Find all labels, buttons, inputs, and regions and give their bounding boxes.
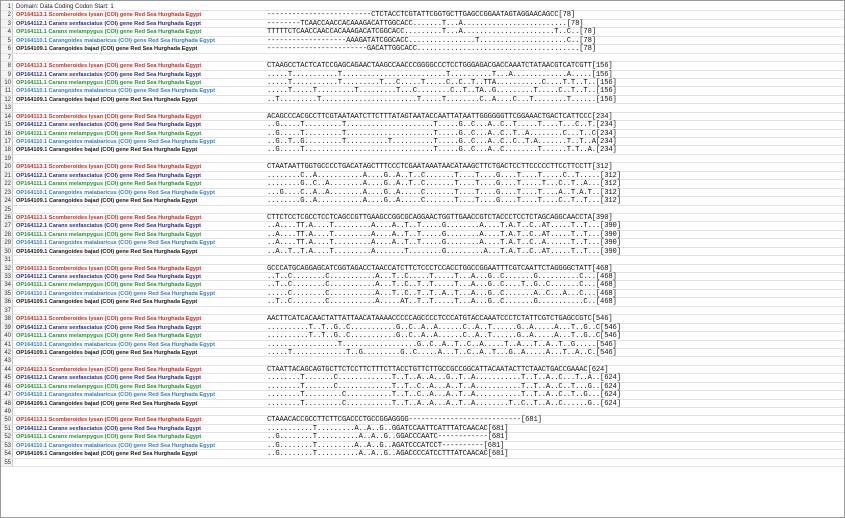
sheet-row	[1, 214, 844, 222]
sheet-row	[1, 138, 844, 146]
row-number: 40	[1, 332, 13, 339]
sheet-row	[1, 256, 844, 264]
row-number: 29	[1, 239, 13, 246]
row-number: 27	[1, 222, 13, 229]
species-label: OP164112.1 Caranx sexfasciatus (COI) gene Red Sea Hurghada Egypt	[16, 425, 201, 432]
row-number: 36	[1, 298, 13, 305]
sheet-row	[1, 281, 844, 289]
row-number: 24	[1, 197, 13, 204]
row-number: 18	[1, 146, 13, 153]
sheet-row	[1, 113, 844, 121]
sheet-row	[1, 197, 844, 205]
sheet-row	[1, 400, 844, 408]
sequence-line: ..T..C........C...........A.....AT..T..T.....T...A...G..C.......G...........C..[468]	[267, 298, 617, 307]
sequence-line: ........G..C..A........A....G..A..T..C.......T....T....G....T.....T...C..T..A...[312]	[267, 180, 621, 189]
sheet-row	[1, 433, 844, 441]
sheet-row	[1, 172, 844, 180]
sequence-line: ACAGCCCACGCCTTCGTAATAATCTTCTTTATAGTAATACCAATTATAATTGGGGGGTTCGGAAACTGACTCATTCCC[234]	[267, 112, 613, 121]
species-label: OP164110.1 Carangoides malabaricus (COI) gene Red Sea Hurghada Egypt	[16, 189, 215, 196]
sequence-line: ........T.........C...........T..T..A..A...A..T..A........T..C..T..A..C......G..[624]	[267, 399, 621, 408]
species-label: OP164111.1 Caranx melampygus (COI) gene Red Sea Hurghada Egypt	[16, 434, 202, 441]
sequence-line: GCCCATGCAGGAGCATCGGTAGACCTAACCATCTTCTCCCTCCACCTGGCCGGAATTTCGTCAATTCTAGGGGCTATT[468]	[267, 264, 613, 273]
sequence-line: TTTTTCTCAACCAACCACAAAGACATCGGCACC.........T...A......................T..C..[78]	[267, 28, 596, 37]
row-number: 43	[1, 357, 13, 364]
sheet-row	[1, 248, 844, 256]
sequence-line: .....T.............T..G.........G..C.....A...T..C..A..T...G..A.....A...T..A..C.[546]	[267, 348, 617, 357]
sheet-row	[1, 20, 844, 28]
sheet-row	[1, 146, 844, 154]
sequence-line: ..A....TT.A....T.........A....A..T..T.....G........A....T.A.T..C..AT.....T..T...[390]	[267, 230, 621, 239]
sequence-line: AACTTCATCACAACTATTATTAACATAAAACCCCCAGCCCCTCCCATGTACCAAATCCCTCTATTCGTCTGAGCCGTC[546]	[267, 315, 613, 324]
sheet-row	[1, 54, 844, 62]
species-label: OP164113.1 Scomberoides lysan (COI) gene Red Sea Hurghada Egypt	[16, 164, 202, 171]
sheet-row	[1, 357, 844, 365]
row-number: 46	[1, 383, 13, 390]
sequence-line: ........T.......C.............T..T..A..A...G..T..A...........T..T..A..C...T..A..[624]	[267, 374, 621, 383]
sheet-row	[1, 442, 844, 450]
species-label: OP164112.1 Caranx sexfasciatus (COI) gene Red Sea Hurghada Egypt	[16, 223, 201, 230]
species-label: OP164113.1 Scomberoides lysan (COI) gene Red Sea Hurghada Egypt	[16, 12, 202, 19]
sequence-line: ...G....C..A..A........A....G..A.....C.......T....T....G....T....T....A..T.A.T..[312]	[267, 188, 621, 197]
sheet-row	[1, 222, 844, 230]
sheet-row	[1, 315, 844, 323]
sheet-row	[1, 37, 844, 45]
sequence-line: ..A....TT.A....T.........A....A..T..T.....G........A....T.A.T..C..A......T..T...[390]	[267, 239, 621, 248]
row-number: 14	[1, 113, 13, 120]
species-label: OP164111.1 Caranx melampygus (COI) gene Red Sea Hurghada Egypt	[16, 181, 202, 188]
sequence-line: ........T.........C...........T..T..C..A...A..T..A...........T..T..A..C..T..G...[624]	[267, 391, 621, 400]
sheet-row	[1, 87, 844, 95]
alignment-grid	[1, 3, 844, 467]
sequence-line: --------TCAACCAACCACAAAGACATTGGCACC.......T...A.........................[78]	[267, 19, 584, 28]
row-number: 35	[1, 290, 13, 297]
sheet-row	[1, 265, 844, 273]
row-number: 54	[1, 450, 13, 457]
species-label: OP164113.1 Scomberoides lysan (COI) gene Red Sea Hurghada Egypt	[16, 265, 202, 272]
sheet-row	[1, 374, 844, 382]
row-number: 9	[1, 71, 13, 78]
species-label: OP164110.1 Carangoides malabaricus (COI) gene Red Sea Hurghada Egypt	[16, 88, 215, 95]
species-label: OP164113.1 Scomberoides lysan (COI) gene Red Sea Hurghada Egypt	[16, 417, 202, 424]
row-number: 33	[1, 273, 13, 280]
sheet-row	[1, 11, 844, 19]
sequence-line: ........C..A...........A....G..A..T..C.......T....T....G....T....T.....C..T.....[312]	[267, 171, 621, 180]
row-number: 47	[1, 391, 13, 398]
sheet-row	[1, 366, 844, 374]
sheet-row	[1, 189, 844, 197]
sequence-line: ..G.....T...............................T.....G..C...A..C........T......T.T..A.[234]	[267, 146, 617, 155]
row-number: 30	[1, 248, 13, 255]
row-number: 42	[1, 349, 13, 356]
sheet-row	[1, 155, 844, 163]
sheet-row	[1, 341, 844, 349]
row-number: 12	[1, 96, 13, 103]
sheet-row	[1, 332, 844, 340]
species-label: OP164109.1 Carangoides bajad (COI) gene Red Sea Hurghada Egypt	[16, 400, 198, 407]
sequence-line: CTAAGCCTACTCATCCGAGCAGAACTAAGCCAACCCGGGGCCCTCCTGGGAGACGACCAAATCTATAACGTCATCGTT[156]	[267, 62, 613, 71]
row-number: 48	[1, 400, 13, 407]
sheet-row	[1, 408, 844, 416]
species-label: OP164110.1 Carangoides malabaricus (COI) gene Red Sea Hurghada Egypt	[16, 290, 215, 297]
species-label: OP164109.1 Carangoides bajad (COI) gene Red Sea Hurghada Egypt	[16, 248, 198, 255]
row-number: 11	[1, 87, 13, 94]
species-label: OP164110.1 Carangoides malabaricus (COI) gene Red Sea Hurghada Egypt	[16, 442, 215, 449]
sheet-row	[1, 71, 844, 79]
sequence-line: ........G..A...........A....G..A.....C.......T....T....G....T....T....C..T..T...[312]	[267, 197, 621, 206]
row-number: 19	[1, 155, 13, 162]
sequence-line: ..G..T..G.........T..........T..........T.....G..C...A..C..C..T.A.......T..T..A[234]	[267, 138, 617, 146]
sequence-line: .....T...........T.........T...C.....T.....C..C..T..TTA...........C....T.T..T..[156]	[267, 78, 617, 87]
species-label: OP164112.1 Caranx sexfasciatus (COI) gene Red Sea Hurghada Egypt	[16, 172, 201, 179]
sheet-row	[1, 231, 844, 239]
sequence-line: .....C........C...........A...T..C..T..T..A..T...A...G..C.......A..C...A...C...[468]	[267, 289, 617, 298]
species-label: OP164111.1 Caranx melampygus (COI) gene Red Sea Hurghada Egypt	[16, 383, 202, 390]
row-number: 4	[1, 28, 13, 35]
row-number: 10	[1, 79, 13, 86]
sequence-line: ..T..C........C...........A...T..C..T..T.....T...A...G..C....T..G..C.......C...[468]	[267, 281, 617, 290]
row-number: 28	[1, 231, 13, 238]
sequence-line: CTAATAATTGGTGCCCCTGACATAGCTTTCCCTCGAATAAATAACATAAGCTTCTGACTCCTTCCCCCTTCCTTCCTT[312]	[267, 163, 613, 172]
sheet-row	[1, 391, 844, 399]
sequence-line: -------------------------CTCTACCTCGTATTCGGTGCTTGAGCCGGAATAGTAGGAACAGCC[78]	[267, 11, 576, 20]
sheet-row	[1, 349, 844, 357]
sheet-row	[1, 383, 844, 391]
row-number: 25	[1, 206, 13, 213]
species-label: OP164113.1 Scomberoides lysan (COI) gene Red Sea Hurghada Egypt	[16, 113, 202, 120]
species-label: OP164111.1 Caranx melampygus (COI) gene Red Sea Hurghada Egypt	[16, 231, 202, 238]
species-label: OP164109.1 Carangoides bajad (COI) gene Red Sea Hurghada Egypt	[16, 198, 198, 205]
row-number: 50	[1, 416, 13, 423]
sequence-line: ..........T..T..G..C...........G..C..A..A......C..A..T......G..A.....A...T..G..C[546]	[267, 332, 621, 341]
row-number: 45	[1, 374, 13, 381]
row-number: 31	[1, 256, 13, 263]
row-number: 37	[1, 307, 13, 314]
species-label: OP164111.1 Caranx melampygus (COI) gene Red Sea Hurghada Egypt	[16, 130, 202, 137]
sheet-row	[1, 324, 844, 332]
row-number: 13	[1, 104, 13, 111]
sheet-row	[1, 45, 844, 53]
row-number: 38	[1, 315, 13, 322]
species-label: OP164113.1 Scomberoides lysan (COI) gene Red Sea Hurghada Egypt	[16, 214, 202, 221]
species-label: OP164110.1 Carangoides malabaricus (COI) gene Red Sea Hurghada Egypt	[16, 240, 215, 247]
sequence-line: ..G........T..........A..A..G..GGACCCAATC------------[681]	[267, 433, 509, 442]
sheet-row	[1, 298, 844, 306]
species-label: OP164109.1 Carangoides bajad (COI) gene Red Sea Hurghada Egypt	[16, 299, 198, 306]
row-number: 32	[1, 265, 13, 272]
species-label: OP164112.1 Caranx sexfasciatus (COI) gene Red Sea Hurghada Egypt	[16, 375, 201, 382]
alignment-header: Domain: Data Coding Codon Start: 1	[16, 4, 114, 10]
species-label: OP164110.1 Carangoides malabaricus (COI) gene Red Sea Hurghada Egypt	[16, 37, 215, 44]
row-number: 39	[1, 324, 13, 331]
row-number: 22	[1, 180, 13, 187]
species-label: OP164110.1 Carangoides malabaricus (COI) gene Red Sea Hurghada Egypt	[16, 392, 215, 399]
sequence-line: -------------------AAAGATATCGGCACC................T.....................C..[78]	[267, 36, 596, 45]
sequence-line: ..........T..T..G..C...........G..C..A..A......C..A..T......G..A.....A...T..G..C[546]	[267, 323, 621, 332]
sequence-line: ...........T.........A..A..G..GGATCCAATTCATTTATCAACAC[681]	[267, 424, 509, 433]
sheet-row	[1, 121, 844, 129]
row-number: 44	[1, 366, 13, 373]
species-label: OP164109.1 Carangoides bajad (COI) gene Red Sea Hurghada Egypt	[16, 349, 198, 356]
sequence-line: ..A....TT.A....T.........A....A..T..T.....G........A....T.A.T..C..AT.....T..T...[390]	[267, 222, 621, 231]
sheet-row	[1, 425, 844, 433]
sheet-row	[1, 96, 844, 104]
row-number: 21	[1, 172, 13, 179]
row-number: 49	[1, 408, 13, 415]
row-number: 26	[1, 214, 13, 221]
species-label: OP164109.1 Carangoides bajad (COI) gene Red Sea Hurghada Egypt	[16, 46, 198, 53]
row-number: 3	[1, 20, 13, 27]
sequence-line: CTAAACACCGCCTTCTTCGACCCTGCCGGAGGGG---------------------------[681]	[267, 416, 542, 425]
row-number: 8	[1, 62, 13, 69]
sequence-line: ..A..T..T.A....T.........A.......T........G.........A...T.A.T..C..AT.....T..T...[390]	[267, 247, 621, 256]
row-number: 2	[1, 11, 13, 18]
species-label: OP164111.1 Caranx melampygus (COI) gene Red Sea Hurghada Egypt	[16, 29, 202, 36]
sheet-row	[1, 28, 844, 36]
species-label: OP164110.1 Carangoides malabaricus (COI) gene Red Sea Hurghada Egypt	[16, 341, 215, 348]
row-number: 16	[1, 130, 13, 137]
sequence-line: ..G.....T.........T.....................T.....G..C...A..C..T.....T....T...C..T.[234]	[267, 121, 617, 130]
sheet-row	[1, 163, 844, 171]
sheet-row	[1, 273, 844, 281]
species-label: OP164112.1 Caranx sexfasciatus (COI) gene Red Sea Hurghada Egypt	[16, 71, 201, 78]
sheet-row	[1, 450, 844, 458]
row-number: 41	[1, 341, 13, 348]
row-number: 7	[1, 54, 13, 61]
species-label: OP164112.1 Caranx sexfasciatus (COI) gene Red Sea Hurghada Egypt	[16, 20, 201, 27]
species-label: OP164109.1 Carangoides bajad (COI) gene Red Sea Hurghada Egypt	[16, 451, 198, 458]
sequence-line: ..G.....T.........T.....................T.....G..C...A..C..T..A........C...T..C[234]	[267, 129, 617, 138]
sheet-row	[1, 416, 844, 424]
sheet-row	[1, 79, 844, 87]
sheet-row	[1, 130, 844, 138]
sequence-line: .................T..................G..C..A..T..C..A.....T..A...T..A..T..G.....[546]	[267, 340, 617, 349]
sheet-row	[1, 104, 844, 112]
sheet-row	[1, 206, 844, 214]
species-label: OP164113.1 Scomberoides lysan (COI) gene Red Sea Hurghada Egypt	[16, 366, 202, 373]
row-number: 23	[1, 189, 13, 196]
sequence-line: CTTCTCCTCGCCTCCTCAGCCGTTGAAGCCGGCGCAGGAACTGGTTGAACCGTCTACCCTCCTCTAGCAGGCAACCTA[390]	[267, 213, 613, 222]
row-number: 6	[1, 45, 13, 52]
row-number: 53	[1, 442, 13, 449]
sequence-line: .....T.....T.........T.........T...C........C..T..TA..G.........T.....C..T..T..[156]	[267, 87, 617, 96]
species-label: OP164113.1 Scomberoides lysan (COI) gene Red Sea Hurghada Egypt	[16, 63, 202, 70]
sequence-line: ........T.......C.............T..T..C..A...A..T..A...........T..T..A..C..T...G..[624]	[267, 382, 621, 391]
sheet-row	[1, 3, 844, 11]
row-number: 5	[1, 37, 13, 44]
sheet-row	[1, 290, 844, 298]
species-label: OP164111.1 Caranx melampygus (COI) gene Red Sea Hurghada Egypt	[16, 333, 202, 340]
sequence-line: .....T...........T.........................T..........T...A.............A.....[156]	[267, 70, 613, 79]
row-number: 1	[1, 3, 13, 10]
species-label: OP164113.1 Scomberoides lysan (COI) gene Red Sea Hurghada Egypt	[16, 316, 202, 323]
sheet-row	[1, 239, 844, 247]
sequence-line: ..T..C........C...........A...T..C.....T.....T...A...G..C.......G..........C...[468]	[267, 273, 617, 281]
sequence-line: ..G........T..........A..A..G..AGACCCCATCCTTTATCAACAC[681]	[267, 450, 509, 459]
sequence-line: ..G........T.........A..A..G..AGATCCCATCCT----------[681]	[267, 441, 505, 450]
species-label: OP164109.1 Carangoides bajad (COI) gene Red Sea Hurghada Egypt	[16, 96, 198, 103]
sheet-row	[1, 62, 844, 70]
species-label: OP164112.1 Caranx sexfasciatus (COI) gene Red Sea Hurghada Egypt	[16, 122, 201, 129]
species-label: OP164111.1 Caranx melampygus (COI) gene Red Sea Hurghada Egypt	[16, 282, 202, 289]
species-label: OP164112.1 Caranx sexfasciatus (COI) gene Red Sea Hurghada Egypt	[16, 274, 201, 280]
sequence-line: ..T.........T.......................T.....T........C..A....C...T........T......[156]	[267, 95, 617, 104]
species-label: OP164110.1 Carangoides malabaricus (COI) gene Red Sea Hurghada Egypt	[16, 139, 215, 145]
species-label: OP164109.1 Carangoides bajad (COI) gene Red Sea Hurghada Egypt	[16, 147, 198, 154]
sequence-line: ------------------------GACATTGGCACC.......................................[78]	[267, 45, 596, 54]
sheet-row	[1, 307, 844, 315]
sequence-line: CTAATTACAGCAGTGCTTCTCCTTCTTTCTTACCTGTTCTTGCCGCCGGCATTACAATACTTCTAACTGACCGAAAC[624]	[267, 365, 609, 374]
species-label: OP164112.1 Caranx sexfasciatus (COI) gene Red Sea Hurghada Egypt	[16, 324, 201, 331]
sheet-row	[1, 459, 844, 467]
row-number: 51	[1, 425, 13, 432]
species-label: OP164111.1 Caranx melampygus (COI) gene Red Sea Hurghada Egypt	[16, 79, 202, 86]
sheet-row	[1, 180, 844, 188]
row-number: 55	[1, 459, 13, 466]
row-number: 17	[1, 138, 13, 145]
row-number: 20	[1, 163, 13, 170]
row-number: 34	[1, 281, 13, 288]
row-number: 15	[1, 121, 13, 128]
row-number: 52	[1, 433, 13, 440]
